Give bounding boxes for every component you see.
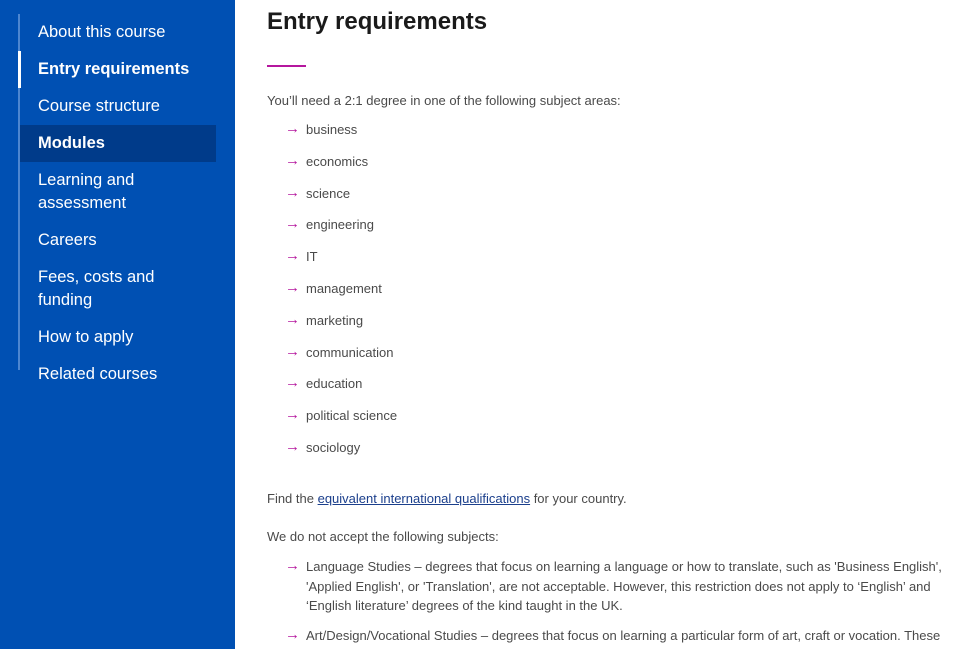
subject-list-item <box>285 247 397 279</box>
arrow-right-icon: → <box>285 557 300 574</box>
arrow-right-icon: → <box>285 437 300 455</box>
subject-list-item <box>285 343 397 375</box>
subject-list-item-text: sociology <box>306 439 361 455</box>
nav-item-learning-assessment[interactable]: Learning and assessment <box>38 171 135 212</box>
subject-list <box>285 120 397 470</box>
find-prefix: Find the <box>267 491 318 506</box>
nav-item-entry-requirements[interactable]: Entry requirements <box>20 51 216 88</box>
subject-list-item-text: economics <box>306 153 369 169</box>
intro-text: You’ll need a 2:1 degree in one of the following subject areas: <box>267 93 621 108</box>
nav-item-modules[interactable]: Modules <box>20 125 216 162</box>
excluded-subject-list <box>285 557 965 655</box>
nav-item-fees[interactable]: Fees, costs and funding <box>38 268 155 309</box>
arrow-right-icon: → <box>285 183 300 201</box>
arrow-right-icon: → <box>285 151 300 169</box>
subject-list-item <box>285 438 397 470</box>
nav-item-how-to-apply[interactable]: How to apply <box>38 328 134 346</box>
nav-item-course-structure[interactable]: Course structure <box>38 97 160 115</box>
nav-list <box>20 14 216 393</box>
subject-list-item-text: communication <box>306 344 394 360</box>
subject-list-item <box>285 120 397 152</box>
subject-list-item <box>285 152 397 184</box>
nav-item-careers[interactable]: Careers <box>38 231 97 249</box>
course-sidebar-nav <box>0 0 235 649</box>
subject-list-item-text: IT <box>306 249 318 265</box>
subject-list-item <box>285 311 397 343</box>
subject-list-item-text: political science <box>306 408 398 424</box>
subject-list-item-text: science <box>306 185 351 201</box>
arrow-right-icon: → <box>285 625 300 643</box>
arrow-right-icon: → <box>285 342 300 360</box>
find-qualifications-text <box>267 491 627 506</box>
subject-list-item <box>285 406 397 438</box>
subject-list-item <box>285 374 397 406</box>
excluded-subject-item-text: Language Studies – degrees that focus on learning a language or how to translate, such as 'Business English', 'Applied English', or 'Translation', are not acceptable. However, this restriction does not apply to ‘English’ and ‘English literature’ degrees of the kind taught in the UK. <box>306 559 942 613</box>
excluded-subject-item <box>285 557 965 616</box>
arrow-right-icon: → <box>285 374 300 392</box>
arrow-right-icon: → <box>285 310 300 328</box>
arrow-right-icon: → <box>285 215 300 233</box>
subject-list-item-text: marketing <box>306 312 364 328</box>
subject-list-item-text: education <box>306 376 363 392</box>
excluded-subject-item-text: Art/Design/Vocational Studies – degrees that focus on learning a particular form of art, craft or vocation. These <box>306 627 941 643</box>
subject-list-item <box>285 279 397 311</box>
page-title: Entry requirements <box>267 8 488 35</box>
subject-list-item-text: engineering <box>306 217 374 233</box>
excluded-subject-item <box>285 626 965 646</box>
subject-list-item <box>285 215 397 247</box>
arrow-right-icon: → <box>285 247 300 265</box>
arrow-right-icon: → <box>285 120 300 137</box>
nav-item-about[interactable]: About this course <box>38 23 166 41</box>
find-suffix: for your country. <box>530 491 627 506</box>
nav-item-related-courses[interactable]: Related courses <box>38 365 158 383</box>
arrow-right-icon: → <box>285 278 300 296</box>
arrow-right-icon: → <box>285 406 300 424</box>
title-accent-divider <box>267 65 306 67</box>
equivalent-qualifications-link[interactable]: equivalent international qualifications <box>317 491 531 506</box>
subject-list-item-text: business <box>306 122 358 137</box>
subject-list-item <box>285 184 397 216</box>
not-accepted-intro: We do not accept the following subjects: <box>267 529 499 544</box>
subject-list-item-text: management <box>306 280 382 296</box>
